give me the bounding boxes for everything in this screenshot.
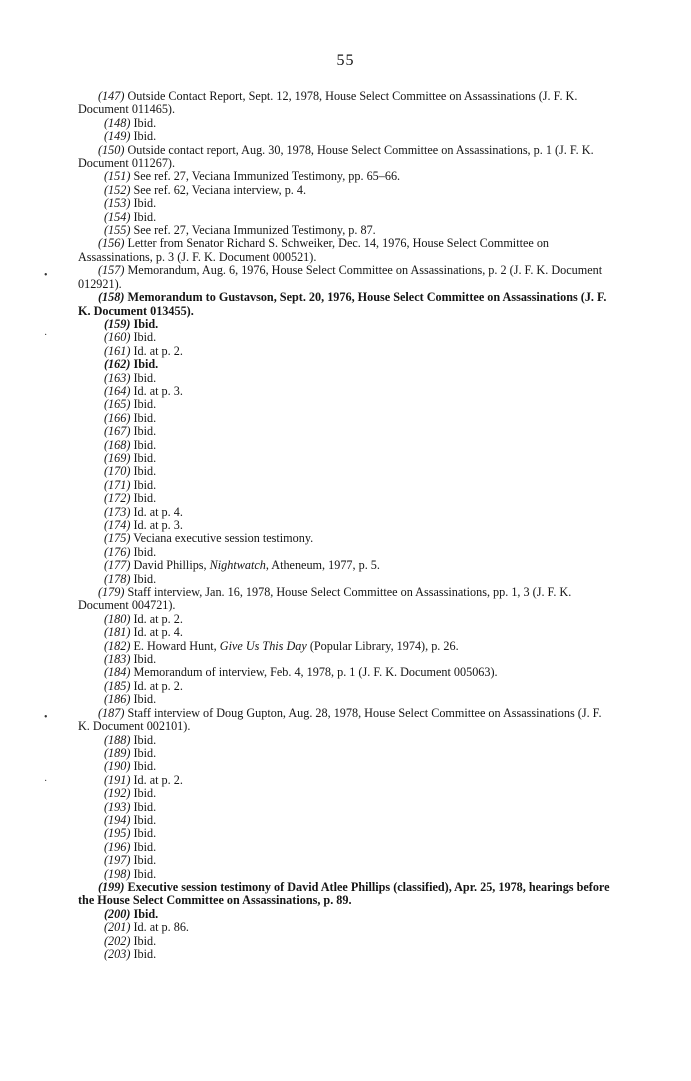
footnote-text: Ibid. <box>133 906 159 921</box>
footnote-item <box>84 479 610 492</box>
footnote-text: Ibid. <box>133 316 159 331</box>
footnote-number: (196) <box>104 839 131 854</box>
footnote-text: Ibid. <box>133 745 157 760</box>
footnote-number: (154) <box>104 209 131 224</box>
footnote-item <box>84 640 610 653</box>
footnote-text: Ibid. <box>133 692 157 707</box>
footnote-number: (147) <box>98 89 125 103</box>
footnote-item <box>84 693 610 706</box>
footnote-item <box>84 519 610 532</box>
footnote-title: Nightwatch <box>209 558 266 573</box>
footnote-text: Ibid. <box>133 866 157 881</box>
footnote-item <box>84 921 610 934</box>
footnote-item <box>84 814 610 827</box>
footnote-text: Ibid. <box>133 464 157 479</box>
footnote-number: (149) <box>104 129 131 144</box>
footnote-text: Ibid. <box>133 826 157 841</box>
footnote-text: Ibid. <box>133 370 157 385</box>
footnote-number: (197) <box>104 853 131 868</box>
footnote-number: (202) <box>104 933 131 948</box>
footnote-number: (178) <box>104 571 131 586</box>
footnote-number: (200) <box>104 906 131 921</box>
footnote-item <box>84 425 610 438</box>
footnote-number: (163) <box>104 370 131 385</box>
footnote-number: (186) <box>104 692 131 707</box>
footnote-text: Id. at p. 3. <box>133 518 183 532</box>
footnote-text: E. Howard Hunt, <box>133 638 220 653</box>
footnote-item <box>84 653 610 666</box>
footnote-item <box>84 827 610 840</box>
footnote-number: (180) <box>104 611 131 626</box>
footnote-number: (151) <box>104 169 131 184</box>
footnote-number: (184) <box>104 665 131 680</box>
footnote-text: Id. at p. 2. <box>133 343 183 358</box>
footnote-text: Ibid. <box>133 424 157 439</box>
footnote-item <box>84 331 610 344</box>
footnote-number: (187) <box>98 705 125 720</box>
footnote-number: (173) <box>104 504 131 519</box>
footnote-text: Ibid. <box>133 799 157 814</box>
footnote-number: (203) <box>104 947 131 961</box>
footnote-number: (168) <box>104 437 131 452</box>
footnote-text: (Popular Library, 1974), p. 26. <box>306 638 459 653</box>
footnote-item <box>84 787 610 800</box>
footnote-item <box>84 680 610 693</box>
footnote-item <box>84 734 610 747</box>
footnote-number: (158) <box>98 290 125 305</box>
footnote-number: (169) <box>104 450 131 465</box>
footnote-number: (165) <box>104 397 131 412</box>
footnote-number: (194) <box>104 812 131 827</box>
footnote-text: Outside contact report, Aug. 30, 1978, House Select Committee on Assassinations, p. 1 (J. F. K. Document 011267). <box>78 142 594 171</box>
footnote-text: Ibid. <box>133 357 159 372</box>
footnote-text: Ibid. <box>133 196 157 211</box>
footnote-text: Memorandum of interview, Feb. 4, 1978, p. 1 (J. F. K. Document 005063). <box>133 665 498 680</box>
footnote-number: (164) <box>104 383 131 398</box>
footnote-number: (155) <box>104 223 131 238</box>
footnote-text: Ibid. <box>133 397 157 412</box>
footnote-item <box>84 130 610 143</box>
footnote-text: Id. at p. 3. <box>133 383 183 398</box>
footnote-number: (183) <box>104 652 131 667</box>
footnote-number: (181) <box>104 625 131 640</box>
footnote-text: Veciana executive session testimony. <box>133 531 314 546</box>
footnote-item <box>84 345 610 358</box>
footnote-item <box>84 801 610 814</box>
footnote-text: Ibid. <box>133 115 157 130</box>
footnote-number: (174) <box>104 518 131 532</box>
footnote-item <box>84 398 610 411</box>
footnote-item <box>84 372 610 385</box>
footnote-number: (166) <box>104 410 131 425</box>
footnote-text: Ibid. <box>133 129 157 144</box>
footnote-number: (195) <box>104 826 131 841</box>
footnote-number: (182) <box>104 638 131 653</box>
footnote-text: Ibid. <box>133 410 157 425</box>
footnote-item <box>84 948 610 961</box>
footnote-number: (153) <box>104 196 131 211</box>
footnote-item <box>84 613 610 626</box>
footnote-text: Ibid. <box>133 652 157 667</box>
footnote-text: Ibid. <box>133 933 157 948</box>
footnote-number: (172) <box>104 491 131 506</box>
footnote-text: Staff interview of Doug Gupton, Aug. 28, 1978, House Select Committee on Assassinations (J. F. K. Document 002101). <box>78 705 602 734</box>
footnote-text: Ibid. <box>133 209 157 224</box>
footnote-item <box>84 318 610 331</box>
footnote-text: Memorandum, Aug. 6, 1976, House Select Committee on Assassinations, p. 2 (J. F. K. Document 012921). <box>78 263 603 291</box>
footnote-number: (152) <box>104 182 131 197</box>
footnote-item <box>84 465 610 478</box>
footnote-item <box>84 666 610 679</box>
footnote-item <box>84 439 610 452</box>
footnote-number: (185) <box>104 678 131 693</box>
footnote-text: Id. at p. 86. <box>133 920 189 935</box>
footnote-text: Ibid. <box>133 759 157 774</box>
footnote-text: Id. at p. 2. <box>133 678 183 693</box>
footnote-item <box>84 841 610 854</box>
footnote-text: Staff interview, Jan. 16, 1978, House Select Committee on Assassinations, pp. 1, 3 (J. F. K. Document 004721). <box>78 585 572 613</box>
footnote-number: (179) <box>98 585 125 600</box>
footnote-item <box>84 170 610 183</box>
footnote-item <box>78 90 610 117</box>
footnote-item <box>84 117 610 130</box>
footnote-item <box>84 626 610 639</box>
footnote-number: (162) <box>104 357 131 372</box>
footnote-text: Id. at p. 2. <box>133 772 183 787</box>
footnote-item <box>78 144 610 171</box>
footnote-text: Ibid. <box>133 812 157 827</box>
margin-mark: · <box>44 776 48 787</box>
footnote-number: (167) <box>104 424 131 439</box>
footnote-text: Id. at p. 2. <box>133 611 183 626</box>
footnote-item <box>84 573 610 586</box>
footnote-text: Memorandum to Gustavson, Sept. 20, 1976, House Select Committee on Assassinations (J. F. K. Document 013455). <box>78 290 607 318</box>
footnote-number: (177) <box>104 558 131 573</box>
footnote-text: Ibid. <box>133 330 157 345</box>
footnote-text: Ibid. <box>133 571 157 586</box>
footnote-item <box>78 586 610 613</box>
footnote-number: (191) <box>104 772 131 787</box>
footnote-number: (193) <box>104 799 131 814</box>
footnote-item <box>84 452 610 465</box>
footnote-text: Executive session testimony of David Atlee Phillips (classified), Apr. 25, 1978, hearings before the House Select Committee on Assassinations, p. 89. <box>78 879 610 908</box>
footnote-text: Ibid. <box>133 853 157 868</box>
footnote-number: (150) <box>98 142 125 157</box>
footnote-number: (176) <box>104 544 131 559</box>
footnote-number: (170) <box>104 464 131 479</box>
footnote-item <box>84 385 610 398</box>
footnote-title: Give Us This Day <box>219 638 307 653</box>
footnote-item <box>84 774 610 787</box>
footnote-item <box>78 881 610 908</box>
footnote-number: (159) <box>104 316 131 331</box>
footnote-number: (201) <box>104 920 131 935</box>
footnote-item <box>84 412 610 425</box>
footnote-item <box>78 707 610 734</box>
footnote-text: Outside Contact Report, Sept. 12, 1978, House Select Committee on Assassinations (J. F. K. Document 011465). <box>78 89 578 117</box>
footnote-text: Ibid. <box>133 477 157 492</box>
footnote-item <box>84 760 610 773</box>
footnote-item <box>84 506 610 519</box>
footnote-number: (188) <box>104 732 131 747</box>
footnote-text: Ibid. <box>133 450 157 465</box>
footnote-item <box>84 197 610 210</box>
footnote-text: David Phillips, <box>133 558 210 573</box>
footnote-text: Ibid. <box>133 786 157 801</box>
footnote-item <box>84 935 610 948</box>
footnote-text: Id. at p. 4. <box>133 504 183 519</box>
footnote-item <box>84 358 610 371</box>
footnote-text: Letter from Senator Richard S. Schweiker, Dec. 14, 1976, House Select Committee on Assassinations, p. 3 (J. F. K. Document 000521). <box>78 236 550 264</box>
footnote-text: Ibid. <box>133 437 157 452</box>
footnote-number: (175) <box>104 531 131 546</box>
footnote-item <box>84 224 610 237</box>
footnote-list <box>78 89 610 961</box>
footnote-item <box>84 546 610 559</box>
footnote-item <box>84 532 610 545</box>
footnote-text: Ibid. <box>133 491 157 506</box>
footnote-number: (148) <box>104 115 131 130</box>
footnote-item <box>78 237 610 264</box>
footnote-number: (190) <box>104 759 131 774</box>
footnote-text: See ref. 27, Veciana Immunized Testimony, p. 87. <box>133 223 376 238</box>
footnote-item <box>84 908 610 921</box>
footnote-item <box>78 291 610 318</box>
footnote-item <box>84 492 610 505</box>
footnote-item <box>84 747 610 760</box>
footnote-number: (157) <box>98 263 125 278</box>
footnote-item <box>84 854 610 867</box>
margin-mark: · <box>44 330 48 341</box>
footnote-number: (199) <box>98 879 125 894</box>
page-number: 55 <box>336 52 355 69</box>
footnote-item <box>84 184 610 197</box>
footnote-item <box>84 559 610 572</box>
footnote-number: (189) <box>104 745 131 760</box>
footnote-item <box>78 264 610 291</box>
footnote-number: (161) <box>104 343 131 358</box>
footnote-number: (156) <box>98 236 125 251</box>
footnote-text: Ibid. <box>133 947 157 961</box>
footnote-number: (171) <box>104 477 131 492</box>
footnote-text: Ibid. <box>133 839 157 854</box>
footnote-text: See ref. 27, Veciana Immunized Testimony, pp. 65–66. <box>133 169 401 184</box>
footnote-text: Id. at p. 4. <box>133 625 183 640</box>
footnote-number: (198) <box>104 866 131 881</box>
footnote-text: , Atheneum, 1977, p. 5. <box>265 558 380 573</box>
footnote-number: (160) <box>104 330 131 345</box>
footnote-number: (192) <box>104 786 131 801</box>
footnote-item <box>84 868 610 881</box>
footnote-item <box>84 211 610 224</box>
margin-mark: • <box>44 270 48 281</box>
footnote-text: Ibid. <box>133 544 157 559</box>
margin-mark: • <box>44 712 48 723</box>
footnote-text: See ref. 62, Veciana interview, p. 4. <box>133 182 307 197</box>
footnote-text: Ibid. <box>133 732 157 747</box>
